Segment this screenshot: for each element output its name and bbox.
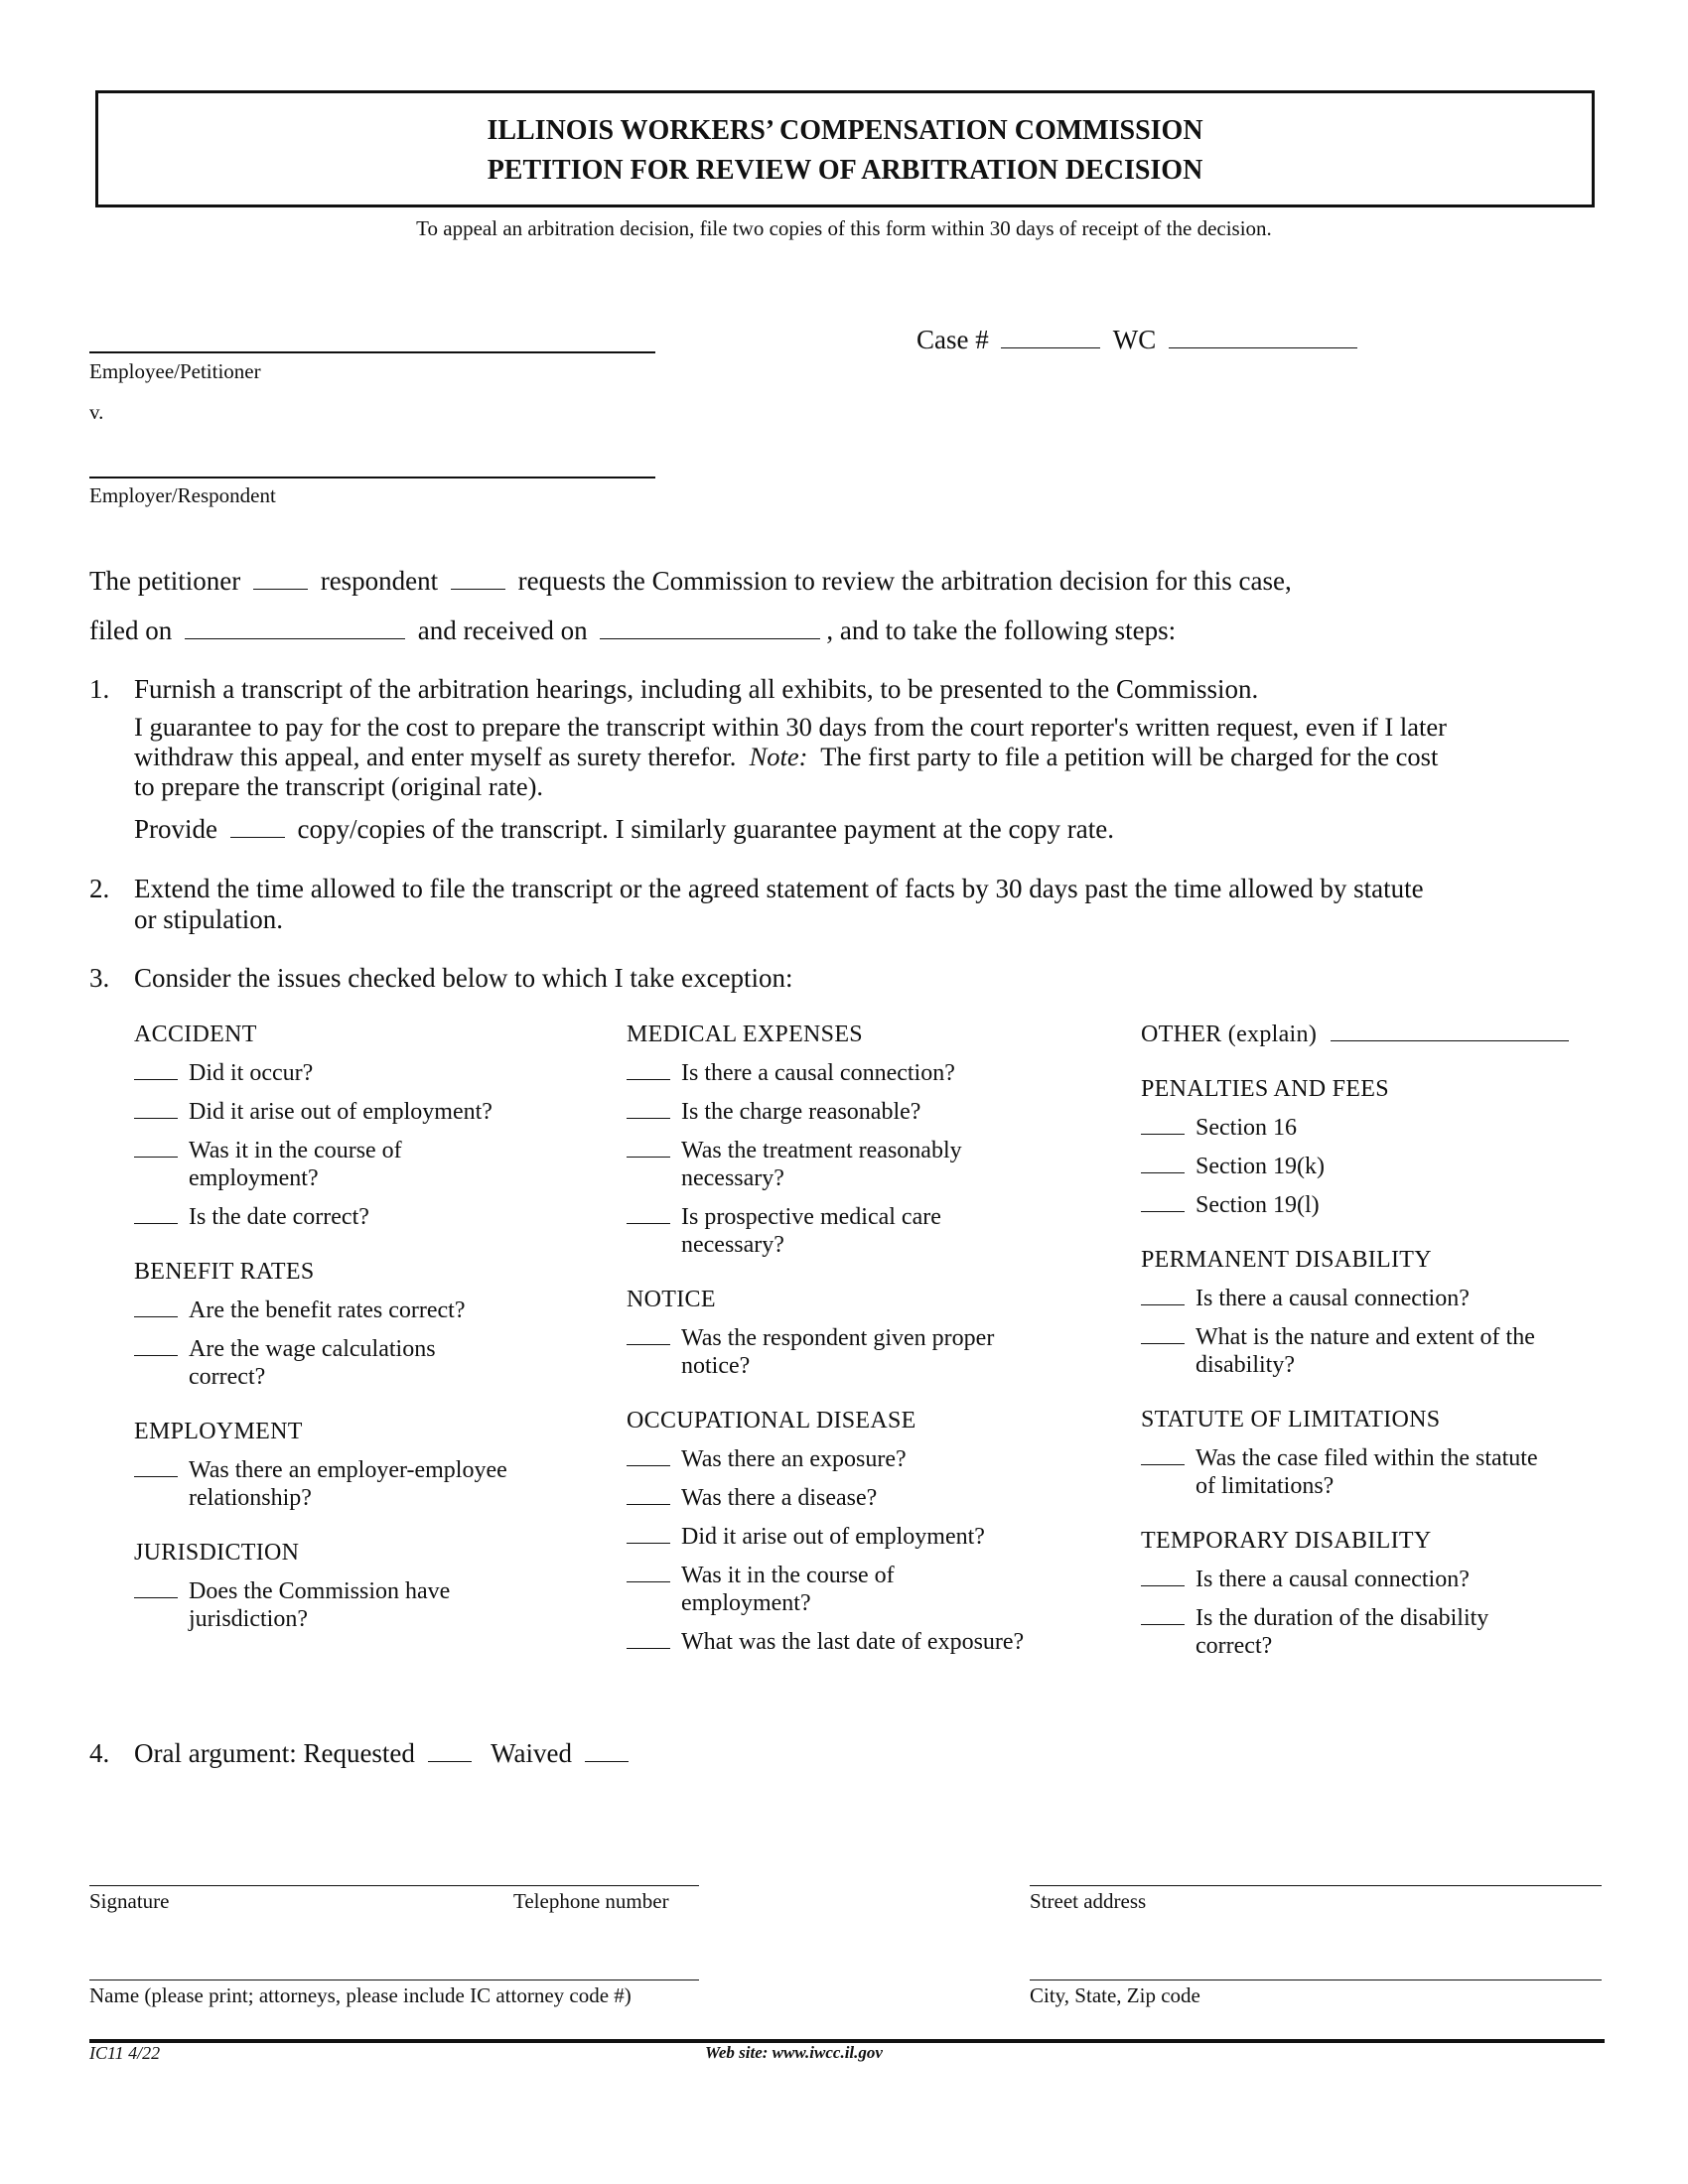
issue-check-field[interactable] [627, 1562, 670, 1582]
issue-check-field[interactable] [627, 1523, 670, 1544]
step-2-text [134, 874, 1424, 935]
filed-on-label: filed on [89, 615, 173, 645]
issue-checklist-item [627, 1203, 1093, 1259]
note-label: Note: [749, 742, 808, 771]
issue-question: Was it in the course of employment? [681, 1563, 895, 1616]
issue-question: Section 19(k) [1196, 1154, 1325, 1179]
issue-checklist-item [627, 1324, 1093, 1380]
step-3-number: 3. [89, 963, 110, 993]
respondent-check-field[interactable] [451, 569, 505, 590]
street-address-label: Street address [1030, 1889, 1147, 1913]
issue-checklist-item [1141, 1604, 1608, 1660]
section-title-text: STATUTE OF LIMITATIONS [1141, 1407, 1441, 1433]
issue-question: Was it in the course of employment? [189, 1138, 402, 1191]
petitioner-label: The petitioner [89, 566, 241, 596]
issue-check-field[interactable] [134, 1203, 178, 1224]
issue-checklist-item [627, 1098, 1093, 1126]
issue-check-field[interactable] [627, 1628, 670, 1649]
website-link[interactable]: Web site: www.iwcc.il.gov [705, 2043, 883, 2062]
issues-column-3 [1141, 1021, 1608, 1660]
oral-argument-requested-label: Oral argument: Requested [134, 1738, 415, 1768]
form-id: IC11 4/22 [89, 2043, 161, 2063]
issue-section-title [627, 1407, 1093, 1434]
issue-check-field[interactable] [627, 1203, 670, 1224]
request-line-2 [89, 615, 1176, 646]
city-state-zip-field[interactable] [1030, 1979, 1602, 1980]
issue-check-field[interactable] [627, 1137, 670, 1158]
employee-name-field[interactable] [89, 351, 655, 353]
issue-checklist-item [627, 1562, 1093, 1617]
issue-checklist-item [134, 1297, 591, 1324]
issue-checklist-item [134, 1137, 591, 1192]
issue-section-title [1141, 1021, 1608, 1048]
filed-on-field[interactable] [185, 618, 405, 639]
section-title-text: PENALTIES AND FEES [1141, 1076, 1389, 1102]
petitioner-check-field[interactable] [253, 569, 308, 590]
issue-question: Was there a disease? [681, 1485, 878, 1511]
issue-question: What was the last date of exposure? [681, 1629, 1025, 1655]
issue-checklist-item [1141, 1153, 1608, 1180]
step-1-guarantee [134, 712, 1447, 801]
section-title-text: NOTICE [627, 1287, 716, 1312]
issue-question: Section 16 [1196, 1115, 1297, 1141]
oral-argument-waived-field[interactable] [585, 1741, 629, 1762]
signature-label: Signature [89, 1889, 170, 1913]
guarantee-line: I guarantee to pay for the cost to prepare the transcript within 30 days from the court reporter's written request, even if I later [134, 712, 1447, 742]
section-title-text: OTHER (explain) [1141, 1022, 1318, 1047]
issue-question: Does the Commission have jurisdiction? [189, 1578, 451, 1632]
section-title-text: JURISDICTION [134, 1540, 300, 1566]
section-title-text: BENEFIT RATES [134, 1259, 315, 1285]
case-number-row [916, 325, 1363, 355]
issue-check-field[interactable] [627, 1059, 670, 1080]
issue-check-field[interactable] [134, 1335, 178, 1356]
issue-question: Was the case filed within the statute of limitations? [1196, 1445, 1538, 1499]
copies-count-field[interactable] [230, 817, 285, 838]
issue-check-field[interactable] [627, 1098, 670, 1119]
issue-check-field[interactable] [1141, 1153, 1185, 1173]
issue-checklist-item [627, 1523, 1093, 1551]
issue-checklist-item [134, 1456, 591, 1512]
issues-column-2 [627, 1021, 1093, 1656]
issue-check-field[interactable] [1141, 1604, 1185, 1625]
issue-check-field[interactable] [134, 1059, 178, 1080]
section-title-text: ACCIDENT [134, 1022, 257, 1047]
issue-check-field[interactable] [1141, 1323, 1185, 1344]
section-title-text: MEDICAL EXPENSES [627, 1022, 863, 1047]
steps-text: , and to take the following steps: [826, 615, 1177, 645]
guarantee-text: withdraw this appeal, and enter myself as surety therefor. [134, 742, 737, 771]
issue-checklist-item [134, 1098, 591, 1126]
instruction-text: To appeal an arbitration decision, file two copies of this form within 30 days of receipt of the decision. [416, 216, 1272, 240]
issue-section-title [134, 1539, 591, 1567]
issue-checklist-item [1141, 1444, 1608, 1500]
issue-checklist-item [1141, 1285, 1608, 1312]
issue-check-field[interactable] [134, 1137, 178, 1158]
issue-checklist-item [134, 1335, 591, 1391]
oral-argument-line [134, 1738, 634, 1769]
issue-question: Section 19(l) [1196, 1192, 1320, 1218]
wc-label: WC [1112, 325, 1157, 354]
issue-question: Did it arise out of employment? [189, 1099, 492, 1125]
oral-argument-waived-label: Waived [491, 1738, 572, 1768]
issue-checklist-item [1141, 1114, 1608, 1142]
issue-question: Did it occur? [189, 1060, 314, 1086]
issue-checklist-item [1141, 1191, 1608, 1219]
signature-telephone-field[interactable] [89, 1885, 699, 1886]
telephone-label: Telephone number [513, 1889, 669, 1913]
oral-argument-requested-field[interactable] [428, 1741, 472, 1762]
name-field[interactable] [89, 1979, 699, 1980]
issue-check-field[interactable] [134, 1098, 178, 1119]
issue-checklist-item [627, 1628, 1093, 1656]
case-label: Case # [916, 325, 989, 354]
issue-checklist-item [627, 1445, 1093, 1473]
received-on-label: and received on [417, 615, 588, 645]
step-1-text: Furnish a transcript of the arbitration hearings, including all exhibits, to be presented to the Commission. [134, 674, 1259, 704]
form-title: PETITION FOR REVIEW OF ARBITRATION DECISION [487, 155, 1203, 186]
issue-question: Are the wage calculations correct? [189, 1336, 436, 1390]
issue-checklist-item [134, 1203, 591, 1231]
street-address-field[interactable] [1030, 1885, 1602, 1886]
issue-question: Was there an exposure? [681, 1446, 907, 1472]
issue-check-field[interactable] [1141, 1444, 1185, 1465]
issue-section-title [627, 1021, 1093, 1048]
issue-checklist-item [1141, 1566, 1608, 1593]
issue-check-field[interactable] [134, 1577, 178, 1598]
employer-label: Employer/Respondent [89, 483, 276, 507]
step-2-line: or stipulation. [134, 904, 283, 934]
issue-checklist-item [627, 1059, 1093, 1087]
issue-question: What is the nature and extent of the disability? [1196, 1324, 1535, 1378]
issue-check-field[interactable] [1141, 1566, 1185, 1586]
request-text: requests the Commission to review the arbitration decision for this case, [517, 566, 1292, 596]
issue-section-title [134, 1258, 591, 1286]
issue-check-field[interactable] [134, 1297, 178, 1317]
step-1-number: 1. [89, 674, 110, 704]
issue-check-field[interactable] [134, 1456, 178, 1477]
issue-check-field[interactable] [1141, 1285, 1185, 1305]
issue-question: Was there an employer-employee relationship? [189, 1457, 507, 1511]
issue-question: Is there a causal connection? [681, 1060, 955, 1086]
agency-title: ILLINOIS WORKERS’ COMPENSATION COMMISSION [487, 115, 1203, 146]
form-header-box [95, 90, 1595, 207]
provide-copies-line [134, 814, 1114, 845]
step-2-line: Extend the time allowed to file the transcript or the agreed statement of facts by 30 days past the time allowed by statute [134, 874, 1424, 903]
issue-question: Did it arise out of employment? [681, 1524, 985, 1550]
section-title-text: OCCUPATIONAL DISEASE [627, 1408, 916, 1433]
issue-checklist-item [134, 1059, 591, 1087]
received-on-field[interactable] [600, 618, 820, 639]
issue-checklist-item [1141, 1323, 1608, 1379]
issue-question: Is the date correct? [189, 1204, 369, 1230]
request-line-1 [89, 566, 1292, 597]
issue-section-title [1141, 1406, 1608, 1433]
issue-question: Is there a causal connection? [1196, 1286, 1470, 1311]
other-explain-field[interactable] [1331, 1021, 1569, 1041]
issue-question: Are the benefit rates correct? [189, 1297, 466, 1323]
issue-section-title [1141, 1246, 1608, 1274]
city-state-zip-label: City, State, Zip code [1030, 1983, 1200, 2007]
issue-check-field[interactable] [627, 1484, 670, 1505]
issue-question: Is the duration of the disability correct? [1196, 1605, 1489, 1659]
issue-section-title [134, 1021, 591, 1048]
section-title-text: TEMPORARY DISABILITY [1141, 1528, 1432, 1554]
issue-checklist-item [134, 1577, 591, 1633]
step-4-number: 4. [89, 1738, 110, 1768]
wc-number-field[interactable] [1169, 328, 1357, 348]
case-number-field[interactable] [1001, 328, 1100, 348]
issue-check-field[interactable] [627, 1324, 670, 1345]
employee-label: Employee/Petitioner [89, 359, 261, 383]
issue-question: Was the treatment reasonably necessary? [681, 1138, 962, 1191]
step-3-text: Consider the issues checked below to which I take exception: [134, 963, 793, 993]
guarantee-line [134, 742, 1447, 771]
issues-column-1 [134, 1021, 591, 1633]
section-title-text: PERMANENT DISABILITY [1141, 1247, 1432, 1273]
issue-question: Is there a causal connection? [1196, 1567, 1470, 1592]
section-title-text: EMPLOYMENT [134, 1419, 303, 1444]
step-2-number: 2. [89, 874, 110, 903]
note-text: The first party to file a petition will be charged for the cost [820, 742, 1439, 771]
issue-question: Is the charge reasonable? [681, 1099, 921, 1125]
issue-section-title [1141, 1527, 1608, 1555]
employer-name-field[interactable] [89, 477, 655, 478]
copies-text: copy/copies of the transcript. I similarly guarantee payment at the copy rate. [297, 814, 1114, 844]
provide-label: Provide [134, 814, 217, 844]
issue-question: Is prospective medical care necessary? [681, 1204, 941, 1258]
issue-checklist-item [627, 1137, 1093, 1192]
issue-question: Was the respondent given proper notice? [681, 1325, 995, 1379]
issue-check-field[interactable] [1141, 1191, 1185, 1212]
issue-check-field[interactable] [1141, 1114, 1185, 1135]
issue-section-title [627, 1286, 1093, 1313]
guarantee-line: to prepare the transcript (original rate). [134, 771, 544, 801]
respondent-label: respondent [320, 566, 439, 596]
issue-section-title [134, 1418, 591, 1445]
name-label: Name (please print; attorneys, please include IC attorney code #) [89, 1983, 632, 2007]
issue-checklist-item [627, 1484, 1093, 1512]
versus-label: v. [89, 400, 104, 424]
issue-check-field[interactable] [627, 1445, 670, 1466]
issue-section-title [1141, 1075, 1608, 1103]
